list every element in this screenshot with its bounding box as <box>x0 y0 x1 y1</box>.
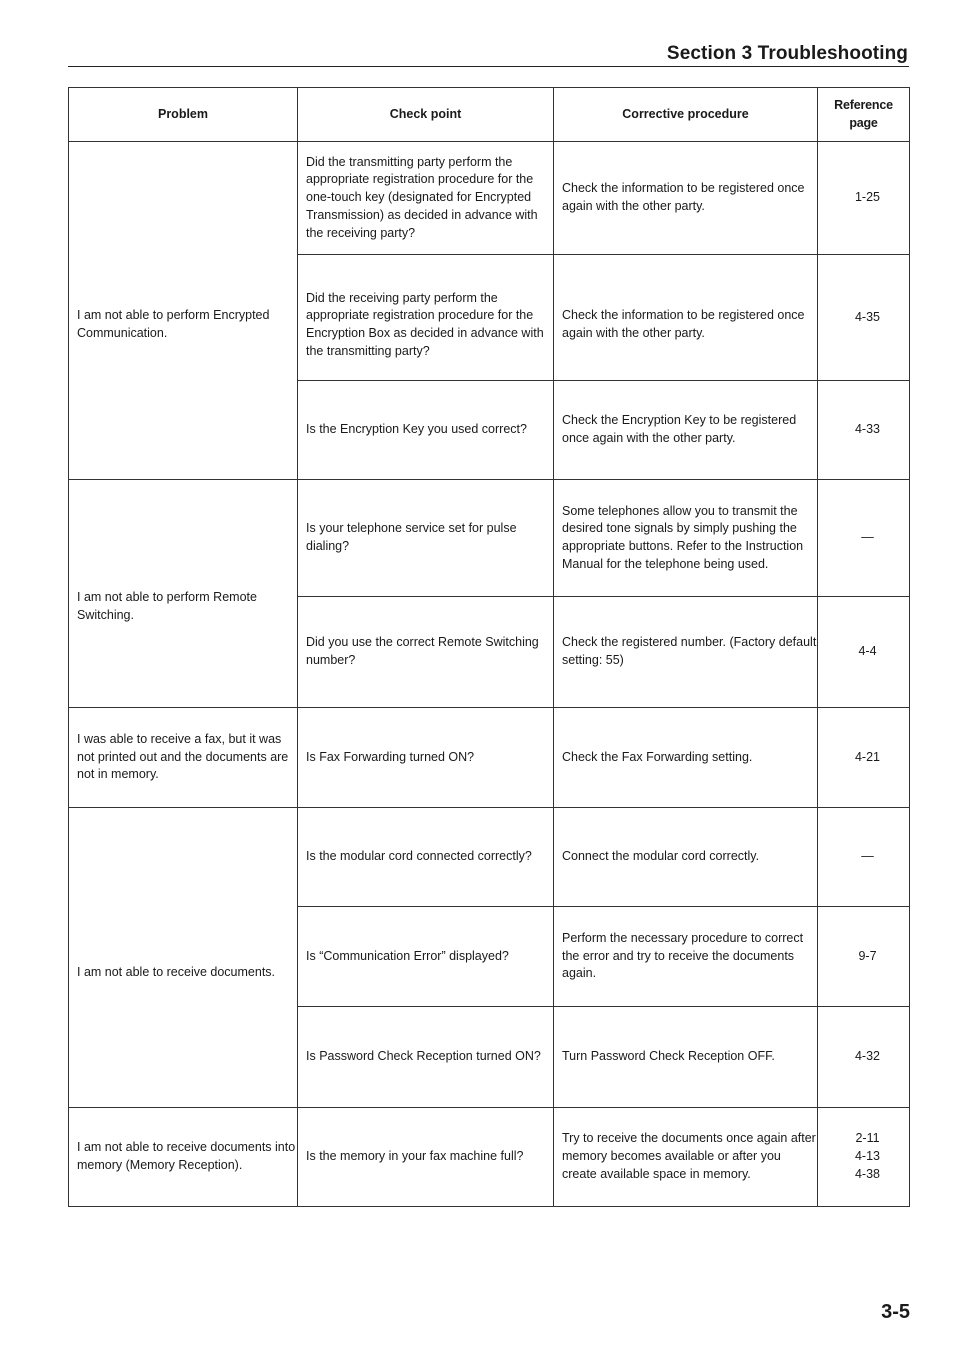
reference-page-cell: — <box>818 808 910 907</box>
corrective-procedure-cell: Connect the modular cord correctly. <box>554 808 818 907</box>
page-number: 3-5 <box>881 1301 910 1323</box>
reference-page-cell: — <box>818 480 910 597</box>
reference-page-cell: 9-7 <box>818 907 910 1007</box>
table-row <box>69 808 910 907</box>
header-rule <box>68 66 909 67</box>
table-row <box>69 1108 910 1207</box>
corrective-procedure-cell: Perform the necessary procedure to correct the error and try to receive the documents again. <box>554 907 818 1007</box>
table-row <box>69 142 910 255</box>
corrective-procedure-cell: Turn Password Check Reception OFF. <box>554 1007 818 1108</box>
corrective-procedure-cell: Check the Fax Forwarding setting. <box>554 708 818 808</box>
check-point-cell: Did the transmitting party perform the appropriate registration procedure for the one-touch key (designated for Encrypted Transmission) as decided in advance with the receiving party? <box>298 142 554 255</box>
corrective-procedure-cell: Try to receive the documents once again after memory becomes available or after you create available space in memory. <box>554 1108 818 1207</box>
column-header-check-point: Check point <box>298 88 554 142</box>
corrective-procedure-cell: Check the registered number. (Factory default setting: 55) <box>554 597 818 708</box>
reference-page-line: 4-38 <box>854 1166 881 1181</box>
reference-page-line: 2-11 <box>855 1131 880 1146</box>
reference-page-cell: 4-21 <box>818 708 910 808</box>
reference-page-cell: 1-25 <box>818 142 910 255</box>
table-row <box>69 708 910 808</box>
check-point-cell: Is the memory in your fax machine full? <box>298 1108 554 1207</box>
corrective-procedure-cell: Check the information to be registered once again with the other party. <box>554 142 818 255</box>
check-point-cell: Is your telephone service set for pulse dialing? <box>298 480 554 597</box>
section-title: Section 3 Troubleshooting <box>666 43 908 64</box>
corrective-procedure-cell: Check the Encryption Key to be registered once again with the other party. <box>554 381 818 480</box>
problem-cell: I am not able to receive documents into memory (Memory Reception). <box>69 1108 298 1207</box>
table-header-row <box>69 88 910 142</box>
check-point-cell: Is the Encryption Key you used correct? <box>298 381 554 480</box>
problem-cell: I am not able to perform Remote Switching. <box>69 480 298 708</box>
corrective-procedure-cell: Some telephones allow you to transmit the desired tone signals by simply pushing the appropriate buttons. Refer to the Instruction Manual for the telephone being used. <box>554 480 818 597</box>
reference-page-line: 4-13 <box>854 1149 881 1164</box>
check-point-cell: Is the modular cord connected correctly? <box>298 808 554 907</box>
reference-page-cell: 4-33 <box>818 381 910 480</box>
check-point-cell: Is Password Check Reception turned ON? <box>298 1007 554 1108</box>
column-header-reference-page: Reference page <box>818 88 910 142</box>
check-point-cell: Is “Communication Error” displayed? <box>298 907 554 1007</box>
check-point-cell: Did you use the correct Remote Switching number? <box>298 597 554 708</box>
problem-cell: I was able to receive a fax, but it was not printed out and the documents are not in memory. <box>69 708 298 808</box>
check-point-cell: Is Fax Forwarding turned ON? <box>298 708 554 808</box>
column-header-corrective-procedure: Corrective procedure <box>554 88 818 142</box>
reference-page-cell: 4-32 <box>818 1007 910 1108</box>
table-row <box>69 480 910 597</box>
check-point-cell: Did the receiving party perform the appropriate registration procedure for the Encryption Box as decided in advance with the transmitting party? <box>298 255 554 381</box>
reference-page-cell <box>818 1108 910 1207</box>
reference-page-cell: 4-4 <box>818 597 910 708</box>
corrective-procedure-cell: Check the information to be registered once again with the other party. <box>554 255 818 381</box>
problem-cell: I am not able to perform Encrypted Communication. <box>69 142 298 480</box>
troubleshooting-table <box>68 87 910 1207</box>
reference-page-cell: 4-35 <box>818 255 910 381</box>
column-header-problem: Problem <box>69 88 298 142</box>
problem-cell: I am not able to receive documents. <box>69 808 298 1108</box>
